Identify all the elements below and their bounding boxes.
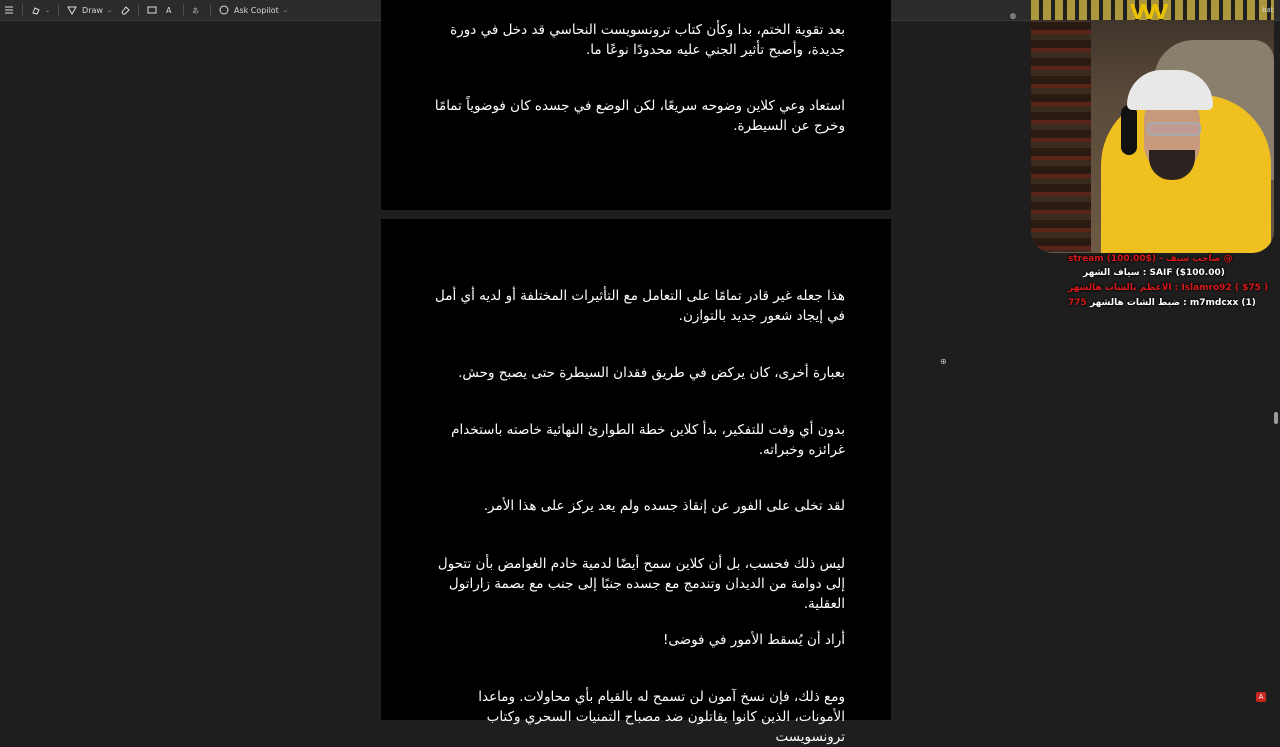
paragraph: ومع ذلك، فإن نسخ آمون لن تسمح له بالقيام بأي محاولات. وماعدا الأمونات، الذين كانوا يقاتلون ضد مصباح التمنيات السحري وكتاب ترونسويست bbox=[478, 689, 845, 745]
read-aloud-icon bbox=[165, 5, 175, 15]
webcam-feed bbox=[1031, 0, 1274, 253]
read-aloud-button[interactable] bbox=[161, 0, 179, 20]
paragraph: بدون أي وقت للتفكير، بدأ كلاين خطة الطوارئ النهائية خاصته باستخدام غرائزه وخبراته. bbox=[451, 422, 845, 458]
crown-logo-icon: VVV bbox=[1130, 0, 1165, 24]
pdf-icon: A bbox=[1256, 692, 1266, 702]
chevron-down-icon[interactable]: ⌄ bbox=[106, 6, 112, 14]
copilot-label: Ask Copilot bbox=[233, 5, 279, 15]
chevron-down-icon[interactable]: ⌄ bbox=[282, 6, 288, 14]
list-icon bbox=[4, 5, 14, 15]
divider bbox=[183, 4, 184, 16]
edge-label: bat bbox=[1262, 6, 1274, 14]
paragraph: هذا جعله غير قادر تمامًا على التعامل مع التأثيرات المختلفة أو لديه أي أمل في إيجاد شعور جديد بالتوازن. bbox=[435, 288, 845, 324]
paragraph: لقد تخلى على الفور عن إنقاذ جسده ولم يعد يركز على هذا الأمر. bbox=[483, 498, 845, 514]
paragraph: بعد تقوية الختم، بدا وكأن كتاب ترونسويست النحاسي قد دخل في دورة جديدة، وأصبح تأثير الجني عليه محدودًا نوعًا ما. bbox=[450, 22, 845, 58]
draw-label: Draw bbox=[82, 5, 103, 15]
paragraph: استعاد وعي كلاين وضوحه سريعًا، لكن الوضع في جسده كان فوضوياً تمامًا وخرج عن السيطرة. bbox=[434, 98, 845, 134]
document-page bbox=[381, 0, 891, 210]
contents-button[interactable] bbox=[0, 0, 18, 20]
text-box-button[interactable] bbox=[143, 0, 161, 20]
pen-icon bbox=[67, 5, 77, 15]
ask-copilot-button[interactable] bbox=[215, 0, 292, 20]
chevron-down-icon[interactable]: ⌄ bbox=[45, 6, 51, 14]
svg-text:A: A bbox=[165, 6, 172, 15]
shelf bbox=[1031, 22, 1091, 252]
divider bbox=[22, 4, 23, 16]
overlay-top-donor: SAIF ($100.00) : سياف الشهر bbox=[1083, 268, 1225, 278]
divider bbox=[210, 4, 211, 16]
textbox-icon bbox=[147, 5, 157, 15]
overlay-top-chatter: m7mdcxx (1) : ضبط الشات هالشهر bbox=[1090, 298, 1256, 308]
document-page bbox=[381, 219, 891, 745]
translate-button[interactable] bbox=[188, 0, 206, 20]
overlay-red-line: Islamro92 ( $75 ) : الاعظم بالشات هالشهر bbox=[1068, 283, 1269, 293]
divider bbox=[138, 4, 139, 16]
paragraph: أراد أن يُسقط الأمور في فوضى! bbox=[662, 632, 845, 648]
eraser-icon bbox=[120, 5, 130, 15]
highlight-button[interactable] bbox=[27, 0, 54, 20]
headset bbox=[1121, 105, 1137, 155]
paragraph: ليس ذلك فحسب، بل أن كلاين سمح أيضًا لدمية خادم الغوامض بأن تتحول إلى دوامة من الديدان وتندمج مع جسده جنبًا إلى جنب مع بصمة زاراتول العقلية. bbox=[437, 556, 845, 612]
highlighter-icon bbox=[31, 5, 41, 15]
copilot-icon bbox=[219, 5, 229, 15]
divider bbox=[58, 4, 59, 16]
cursor-icon: ⊕ bbox=[940, 357, 947, 366]
svg-text:あ: あ bbox=[191, 7, 199, 15]
draw-button[interactable] bbox=[63, 0, 116, 20]
glasses bbox=[1147, 122, 1201, 136]
translate-icon bbox=[192, 5, 202, 15]
scrollbar-thumb[interactable] bbox=[1274, 412, 1278, 424]
whats-new-icon[interactable]: ◍ bbox=[1010, 12, 1017, 20]
erase-button[interactable] bbox=[116, 0, 134, 20]
overlay-red-line: @ صاحب سيف - ($100.00) stream bbox=[1068, 254, 1233, 264]
overlay-red-line: 775 bbox=[1068, 298, 1087, 308]
paragraph: بعبارة أخرى، كان يركض في طريق فقدان السيطرة حتى يصبح وحش. bbox=[458, 365, 845, 381]
